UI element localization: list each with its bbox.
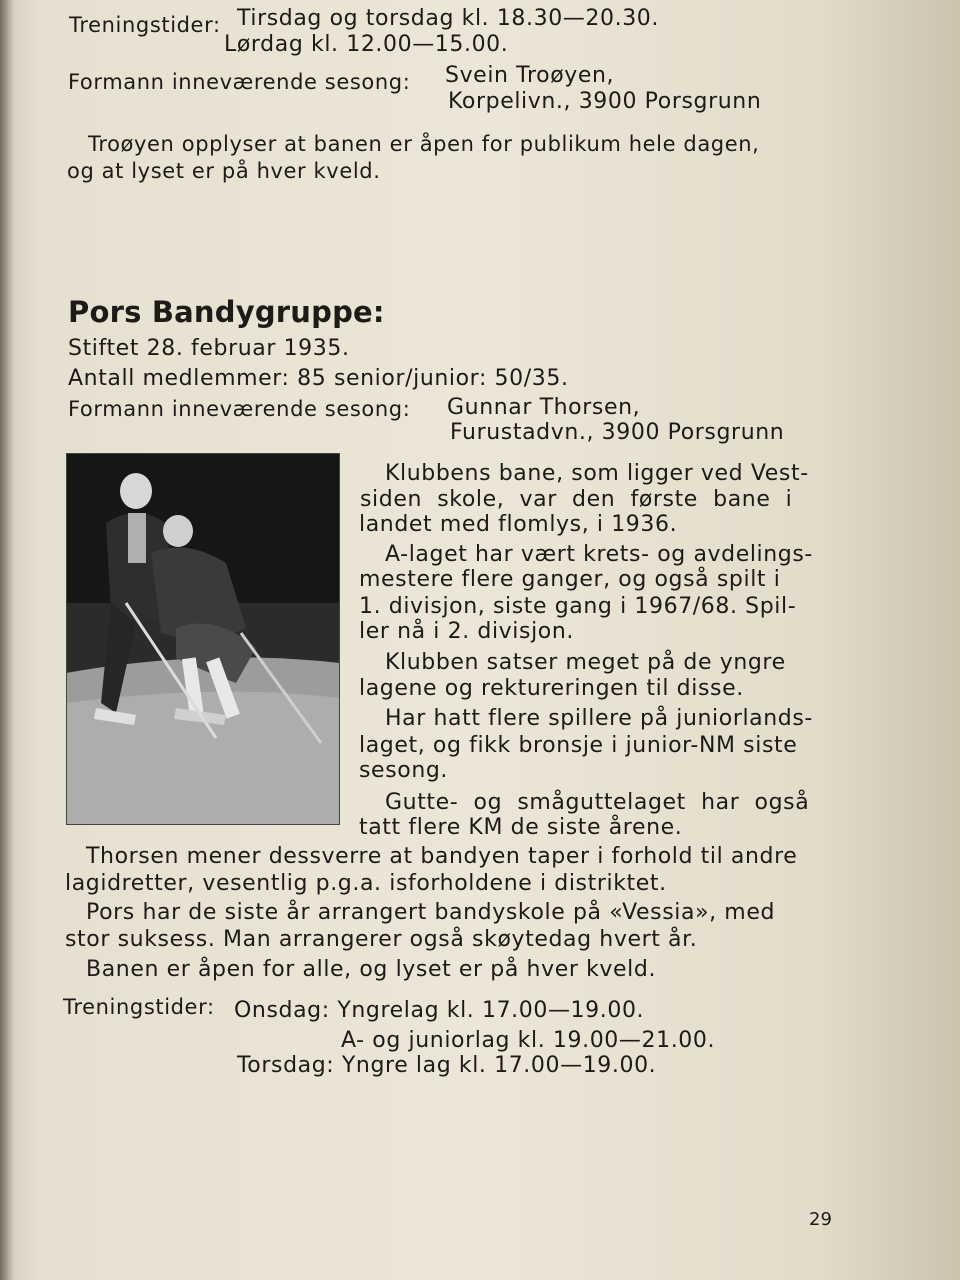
body-line: 1. divisjon, siste gang i 1967/68. Spil- [359,594,797,619]
body-line: Klubbens bane, som ligger ved Vest- [385,461,809,486]
body-line: Pors har de siste år arrangert bandyskole på «Vessia», med [86,900,776,925]
training-line-2: Lørdag kl. 12.00—15.00. [224,32,509,57]
body-line: lagidretter, vesentlig p.g.a. isforholdene i distriktet. [65,871,667,896]
bandy-players-photo [66,453,340,825]
body-line: tatt flere KM de siste årene. [359,815,683,840]
body-line: Thorsen mener dessverre at bandyen taper i forhold til andre [86,844,798,869]
note-line-1: Troøyen opplyser at banen er åpen for publikum hele dagen, [88,132,760,156]
body-line: Har hatt flere spillere på juniorlands- [385,706,813,731]
body-line: stor suksess. Man arrangerer også skøytedag hvert år. [65,927,698,952]
chair-name-top: Svein Troøyen, [445,63,615,88]
training-line-1: Tirsdag og torsdag kl. 18.30—20.30. [237,6,659,31]
chair-address-top: Korpelivn., 3900 Porsgrunn [448,89,762,114]
body-line: landet med flomlys, i 1936. [359,512,678,537]
training-wed-line-2: A- og juniorlag kl. 19.00—21.00. [341,1028,716,1053]
body-line: laget, og fikk bronsje i junior-NM siste [359,733,798,758]
members-line: Antall medlemmer: 85 senior/junior: 50/35. [68,366,569,391]
founded-line: Stiftet 28. februar 1935. [68,336,350,361]
body-line: A-laget har vært krets- og avdelings- [385,542,813,567]
body-line: sesong. [359,758,449,783]
note-line-2: og at lyset er på hver kveld. [67,159,381,183]
body-line: Banen er åpen for alle, og lyset er på hver kveld. [86,957,657,982]
body-line: mestere flere ganger, og også spilt i [359,567,781,592]
section-title: Pors Bandygruppe: [68,295,385,329]
body-line: Klubben satser meget på de yngre [385,650,786,675]
chair-label-top: Formann inneværende sesong: [68,70,411,94]
chair-address: Furustadvn., 3900 Porsgrunn [450,420,785,445]
bandy-players-illustration [66,453,340,825]
training-label-top: Treningstider: [69,13,221,37]
training-thu-line: Torsdag: Yngre lag kl. 17.00—19.00. [237,1053,657,1078]
chair-label: Formann inneværende sesong: [68,397,411,421]
chair-name: Gunnar Thorsen, [447,395,641,420]
page-number: 29 [809,1209,832,1230]
training-label-bottom: Treningstider: [63,995,215,1019]
training-wed-line: Onsdag: Yngrelag kl. 17.00—19.00. [234,998,645,1023]
body-line: ler nå i 2. divisjon. [359,619,574,644]
body-line: lagene og rektureringen til disse. [359,676,744,701]
body-line: Gutte- og småguttelaget har også [385,790,810,815]
body-line: siden skole, var den første bane i [360,487,793,512]
